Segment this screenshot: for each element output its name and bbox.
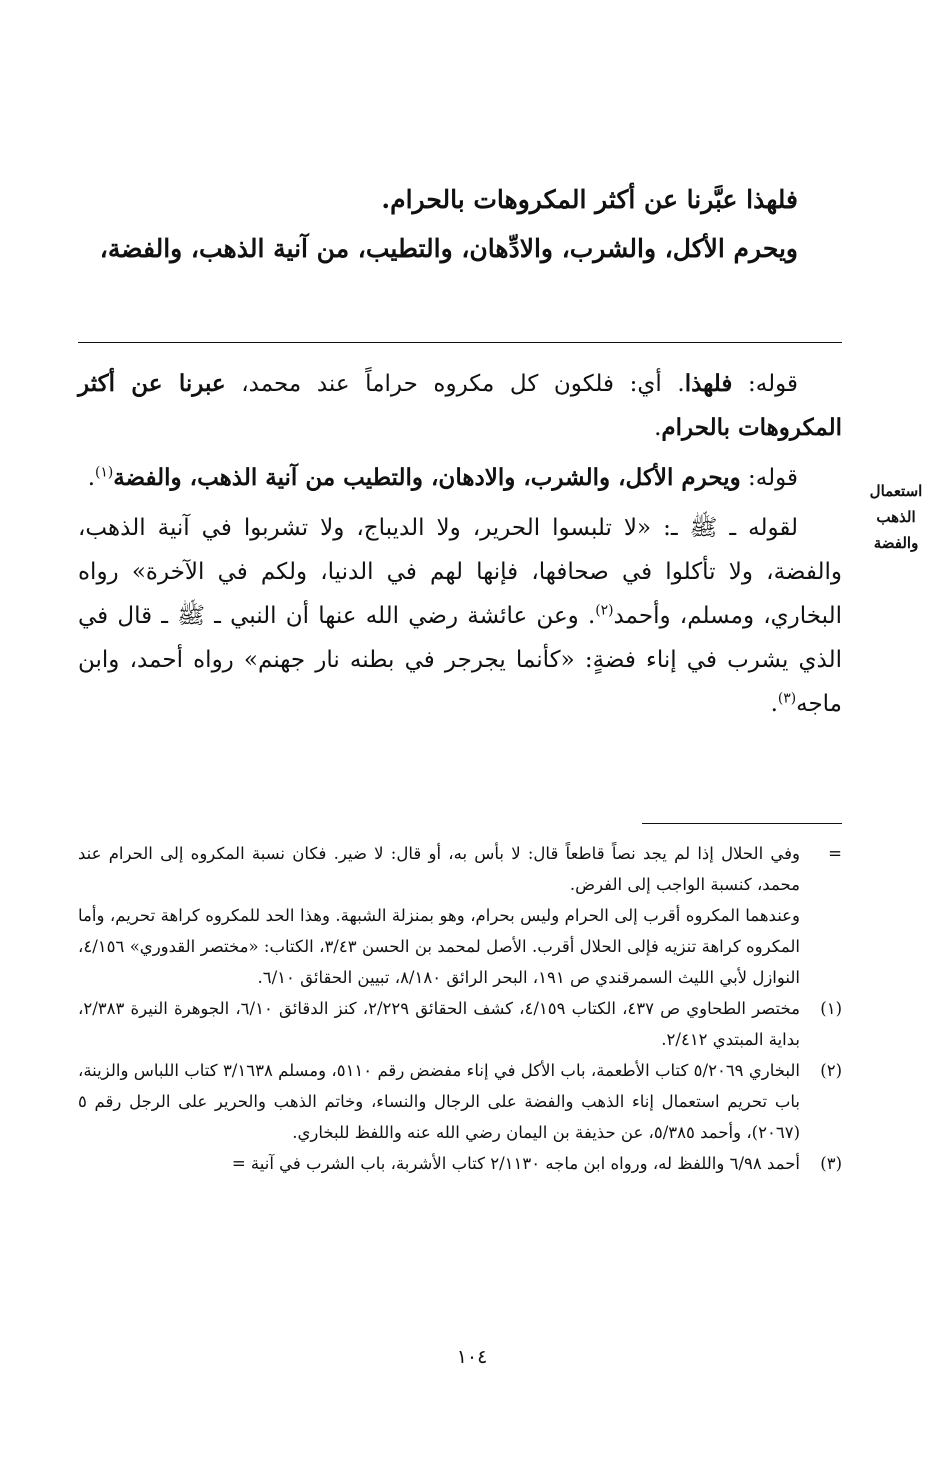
sharh-paragraph-1 [78, 362, 842, 450]
sharh-paragraph-2 [78, 456, 842, 500]
page-number: ١٠٤ [456, 1346, 488, 1368]
footnote-1-text: مختصر الطحاوي ص ٤٣٧، الكتاب ٤/١٥٩، كشف الحقائق ٢/٢٢٩، كنز الدقائق ٦/١٠، الجوهرة النيرة ٢/٣٨٣، بداية المبتدي ٢/٤١٢. [78, 999, 800, 1049]
footnote-continued-mark: = [828, 844, 842, 863]
footnote-3-text: أحمد ٦/٩٨ واللفظ له، ورواه ابن ماجه ٢/١١٣٠ كتاب الأشربة، باب الشرب في آنية = [231, 1154, 800, 1173]
footnote-ref-1[interactable]: (١) [95, 464, 114, 481]
matn-line-1: فلهذا عبَّرنا عن أكثر المكروهات بالحرام. [381, 185, 798, 214]
margin-heading [856, 478, 936, 556]
footnote-2 [78, 1055, 842, 1148]
sharh-text [78, 362, 842, 732]
footnote-ref-3[interactable]: (٣) [777, 690, 797, 707]
sharh-p1-bold-2: عبرنا عن أكثر المكروهات بالحرام [78, 370, 842, 441]
footnote-3 [78, 1148, 842, 1179]
footnote-continued-2 [78, 900, 842, 993]
footnotes [78, 838, 842, 1179]
footnote-divider [642, 823, 842, 824]
sharh-paragraph-3 [78, 506, 842, 726]
footnote-1 [78, 993, 842, 1055]
sharh-p3-a: لقوله ـ ﷺ ـ: «لا تلبسوا الحرير، ولا الديباج، ولا تشربوا في آنية الذهب، والفضة، ولا تأكلوا في صحافها، فإنها لهم في الدنيا، ولكم في الآخرة» رواه البخاري، ومسلم، وأحمد [78, 515, 842, 629]
margin-heading-line-3: والفضة [873, 534, 919, 552]
sharh-p3-b: . وعن عائشة رضي الله عنها أن النبي ـ ﷺ ـ قال في الذي يشرب في إناء فضةٍ: «كأنما يجرجر في بطنه نار جهنم» رواه أحمد، وابن ماجه [78, 603, 842, 717]
footnote-continued [78, 838, 842, 900]
sharh-p1-lead: قوله: [732, 371, 798, 397]
sharh-p1-end: . [654, 415, 662, 441]
matn-text [78, 175, 842, 273]
sharh-p1-mid: . أي: فلكون كل مكروه حراماً عند محمد، [225, 371, 685, 397]
sharh-p2-bold: ويحرم الأكل، والشرب، والادهان، والتطيب من آنية الذهب، والفضة [113, 464, 741, 491]
margin-heading-line-2: الذهب [876, 508, 916, 526]
footnote-1-mark: (١) [820, 999, 842, 1018]
sharh-p2-end: . [87, 465, 96, 491]
matn-line-2: ويحرم الأكل، والشرب، والادِّهان، والتطيب، من آنية الذهب، والفضة، [99, 234, 798, 263]
footnote-3-mark: (٣) [820, 1154, 842, 1173]
sharh-p2-lead: قوله: [740, 465, 798, 491]
footnote-continued-text-2: وعندهما المكروه أقرب إلى الحرام وليس بحرام، وهو بمنزلة الشبهة. وهذا الحد للمكروه كراهة تحريم، وأما المكروه كراهة تنزيه فإلى الحلال أقرب. الأصل لمحمد بن الحسن ٣/٤٣، الكتاب: «مختصر القدوري» ٤/١٥٦، النوازل لأبي الليث السمرقندي ص ١٩١، البحر الرائق ٨/١٨٠، تبيين الحقائق ٦/١٠. [78, 906, 801, 987]
footnote-2-mark: (٢) [820, 1061, 842, 1080]
footnote-ref-2[interactable]: (٢) [595, 602, 614, 619]
margin-heading-line-1: استعمال [869, 482, 923, 500]
section-divider [78, 342, 842, 343]
footnote-continued-text: وفي الحلال إذا لم يجد نصاً قاطعاً قال: لا بأس به، أو قال: لا ضير. فكان نسبة المكروه إلى الحرام عند محمد، كنسبة الواجب إلى الفرض. [78, 844, 800, 894]
footnote-2-text: البخاري ٥/٢٠٦٩ كتاب الأطعمة، باب الأكل في إناء مفضض رقم ٥١١٠، ومسلم ٣/١٦٣٨ كتاب اللباس والزينة، باب تحريم استعمال إناء الذهب والفضة على الرجال والنساء، وخاتم الذهب والحرير على الرجل رقم ٥ (٢٠٦٧)، وأحمد ٥/٣٨٥، عن حذيفة بن اليمان رضي الله عنه واللفظ للبخاري. [78, 1061, 800, 1142]
sharh-p1-bold-1: فلهذا [684, 370, 733, 397]
sharh-p3-end: . [770, 691, 778, 717]
